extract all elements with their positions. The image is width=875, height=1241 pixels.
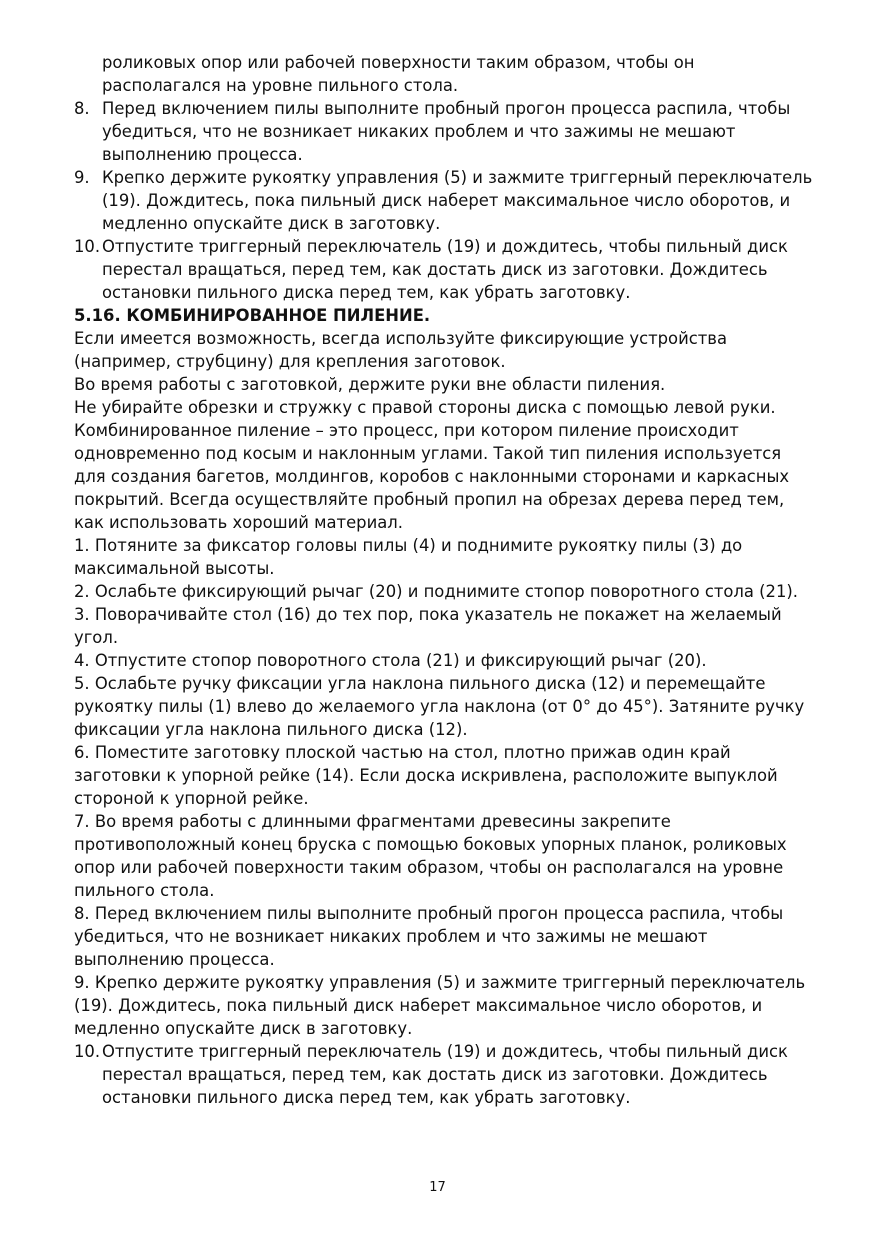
list-item-number: 10. bbox=[74, 1042, 101, 1061]
step-paragraph: 3. Поворачивайте стол (16) до тех пор, пока указатель не покажет на желаемый угол. bbox=[74, 605, 782, 647]
paragraph: Не убирайте обрезки и стружку с правой стороны диска с помощью левой руки. bbox=[74, 398, 776, 417]
step-paragraph: 2. Ослабьте фиксирующий рычаг (20) и поднимите стопор поворотного стола (21). bbox=[74, 582, 799, 601]
list-item-number: 10. bbox=[74, 237, 101, 256]
step-paragraph: 6. Поместите заготовку плоской частью на стол, плотно прижав один край заготовки к упорной рейке (14). Если доска искривлена, расположите выпуклой стороной к упорной рейке. bbox=[74, 743, 778, 808]
step-paragraph: 9. Крепко держите рукоятку управления (5) и зажмите триггерный переключатель (19). Дождитесь, пока пильный диск наберет максимальное число оборотов, и медленно опускайте диск в заготовку. bbox=[74, 973, 806, 1038]
list-item bbox=[74, 235, 814, 304]
paragraph: Во время работы с заготовкой, держите руки вне области пиления. bbox=[74, 375, 666, 394]
continued-list-item: роликовых опор или рабочей поверхности таким образом, чтобы он располагался на уровне пильного стола. bbox=[102, 53, 695, 95]
list-item bbox=[74, 166, 814, 235]
step-paragraph: 8. Перед включением пилы выполните пробный прогон процесса распила, чтобы убедиться, что не возникает никаких проблем и что зажимы не мешают выполнению процесса. bbox=[74, 904, 784, 969]
top-numbered-list bbox=[74, 97, 814, 304]
list-item-text: Перед включением пилы выполните пробный прогон процесса распила, чтобы убедиться, что не возникает никаких проблем и что зажимы не мешают выполнению процесса. bbox=[102, 99, 791, 164]
list-item-text: Отпустите триггерный переключатель (19) и дождитесь, чтобы пильный диск перестал вращаться, перед тем, как достать диск из заготовки. Дождитесь остановки пильного диска перед тем, как убрать заготовку. bbox=[102, 1042, 788, 1107]
paragraph: Если имеется возможность, всегда используйте фиксирующие устройства (например, струбцину) для крепления заготовок. bbox=[74, 329, 728, 371]
section-body bbox=[74, 327, 814, 1109]
list-item-number: 9. bbox=[74, 168, 90, 187]
page-number: 17 bbox=[429, 1180, 446, 1195]
list-item-text: Отпустите триггерный переключатель (19) и дождитесь, чтобы пильный диск перестал вращаться, перед тем, как достать диск из заготовки. Дождитесь остановки пильного диска перед тем, как убрать заготовку. bbox=[102, 237, 788, 302]
section-heading: 5.16. КОМБИНИРОВАННОЕ ПИЛЕНИЕ. bbox=[74, 306, 431, 325]
list-item bbox=[74, 1040, 814, 1109]
document-page bbox=[74, 51, 814, 1109]
step-paragraph: 1. Потяните за фиксатор головы пилы (4) и поднимите рукоятку пилы (3) до максимальной высоты. bbox=[74, 536, 743, 578]
step-paragraph: 4. Отпустите стопор поворотного стола (21) и фиксирующий рычаг (20). bbox=[74, 651, 707, 670]
list-item bbox=[74, 97, 814, 166]
paragraph: Комбинированное пиление – это процесс, при котором пиление происходит одновременно под косым и наклонным углами. Такой тип пиления используется для создания багетов, молдингов, коробов с наклонными сторонами и каркасных покрытий. Всегда осуществляйте пробный пропил на обрезах дерева перед тем, как использовать хороший материал. bbox=[74, 421, 790, 532]
list-item-text: Крепко держите рукоятку управления (5) и зажмите триггерный переключатель (19). Дождитесь, пока пильный диск наберет максимальное число оборотов, и медленно опускайте диск в заготовку. bbox=[102, 168, 813, 233]
step-paragraph: 7. Во время работы с длинными фрагментами древесины закрепите противоположный конец бруска с помощью боковых упорных планок, роликовых опор или рабочей поверхности таким образом, чтобы он располагался на уровне пильного стола. bbox=[74, 812, 787, 900]
step-paragraph: 5. Ослабьте ручку фиксации угла наклона пильного диска (12) и перемещайте рукоятку пилы (1) влево до желаемого угла наклона (от 0° до 45°). Затяните ручку фиксации угла наклона пильного диска (12). bbox=[74, 674, 805, 739]
list-item-number: 8. bbox=[74, 99, 90, 118]
